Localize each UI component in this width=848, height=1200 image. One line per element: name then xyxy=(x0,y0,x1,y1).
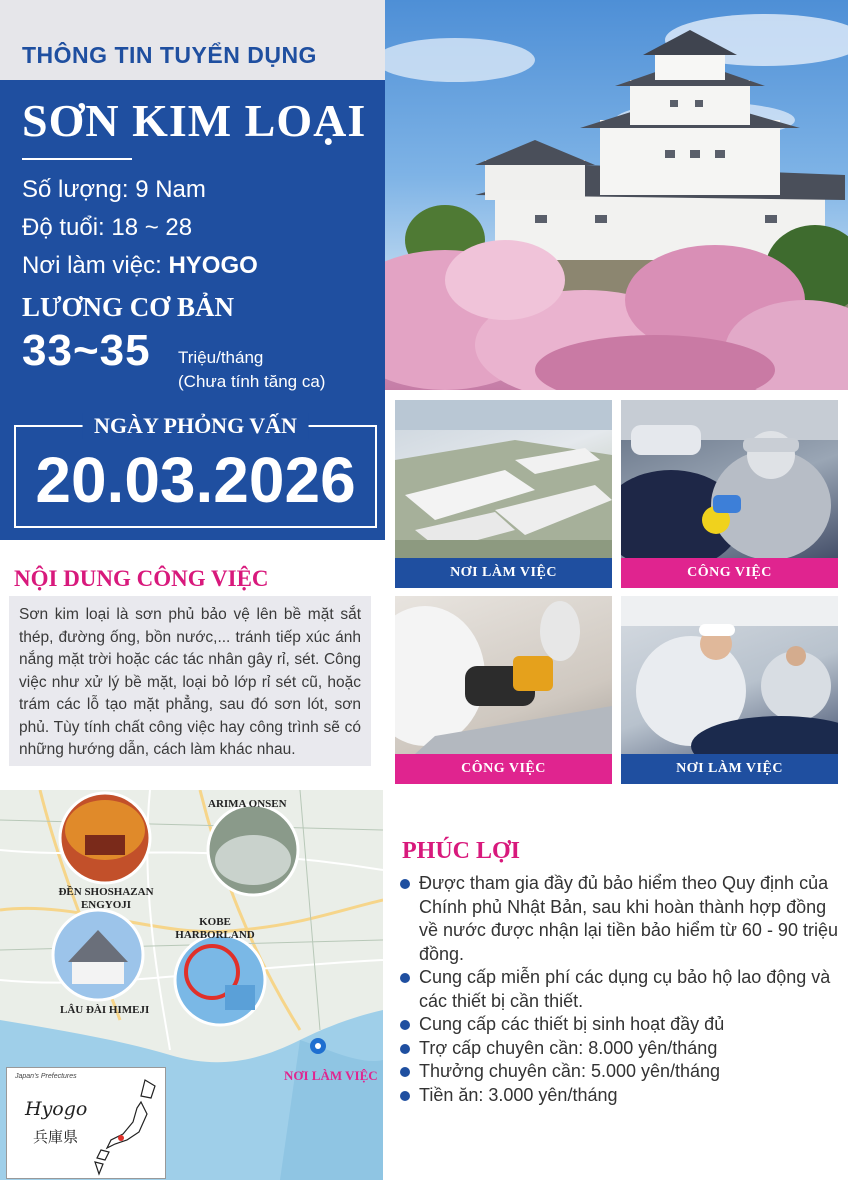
title-divider xyxy=(22,158,132,160)
photo-caption: NƠI LÀM VIỆC xyxy=(621,754,838,784)
benefit-item: Cung cấp miễn phí các dụng cụ bảo hộ lao động và các thiết bị cần thiết. xyxy=(398,966,844,1013)
salary-note: (Chưa tính tăng ca) xyxy=(178,372,326,391)
inset-prefecture-name: Hyogo xyxy=(25,1098,88,1120)
salary-heading: LƯƠNG CƠ BẢN xyxy=(22,292,235,322)
landmark-label-engyoji: ĐỀN SHOSHAZAN ENGYOJI xyxy=(58,886,154,911)
photo-workplace-workers xyxy=(621,596,838,784)
location-info xyxy=(22,252,258,280)
castle-illustration xyxy=(385,0,848,390)
map-workplace-label: NƠI LÀM VIỆC xyxy=(284,1068,378,1083)
benefits-list xyxy=(398,872,844,1107)
interview-label: NGÀY PHỎNG VẤN xyxy=(82,413,309,439)
age-info: Độ tuổi: 18 ~ 28 xyxy=(22,214,193,241)
photo-caption: CÔNG VIỆC xyxy=(621,558,838,588)
landmark-label-himeji: LÂU ĐÀI HIMEJI xyxy=(60,1004,150,1016)
photo-job-polishing xyxy=(621,400,838,588)
salary-value: 33~35 xyxy=(22,326,151,375)
factory-illustration xyxy=(395,400,612,558)
benefit-item: Cung cấp các thiết bị sinh hoạt đầy đủ xyxy=(398,1013,844,1037)
benefit-item: Thưởng chuyên cần: 5.000 yên/tháng xyxy=(398,1060,844,1084)
polishing-illustration xyxy=(621,400,838,558)
photo-caption: NƠI LÀM VIỆC xyxy=(395,558,612,588)
job-title: SƠN KIM LOẠI xyxy=(22,95,367,146)
photo-workplace-factory xyxy=(395,400,612,588)
benefits-heading: PHÚC LỢI xyxy=(402,838,521,864)
location-prefix: Nơi làm việc: xyxy=(22,252,169,279)
benefit-item: Trợ cấp chuyên cần: 8.000 yên/tháng xyxy=(398,1037,844,1061)
landmark-label-arima: ARIMA ONSEN xyxy=(208,798,287,810)
job-description-heading: NỘI DUNG CÔNG VIỆC xyxy=(14,566,269,591)
japan-outline-icon xyxy=(93,1076,163,1176)
workers-illustration xyxy=(621,596,838,754)
japan-inset-map xyxy=(6,1067,166,1179)
interview-date: 20.03.2026 xyxy=(35,444,356,516)
photo-caption: CÔNG VIỆC xyxy=(395,754,612,784)
job-description-text: Sơn kim loại là sơn phủ bảo vệ lên bề mặt sắt thép, đường ống, bồn nước,... tránh tiếp xúc ánh nắng mặt trời hoặc các tác nhân gây rỉ, sét. Công việc như xử lý bề mặt, loại bỏ lớp rỉ sét cũ, hoặc trám các lỗ tạo mặt phẳng, sau đó sơn lót, sơn phủ. Tùy tính chất công việc hay công trình sẽ có những hướng dẫn, cách làm khác nhau. xyxy=(9,596,371,766)
photo-job-spraying xyxy=(395,596,612,784)
landmark-label-kobe: KOBE HARBORLAND xyxy=(175,916,255,941)
benefit-item: Tiền ăn: 3.000 yên/tháng xyxy=(398,1084,844,1108)
spraying-illustration xyxy=(395,596,612,754)
inset-prefecture-kanji: 兵庫県 xyxy=(33,1129,79,1146)
salary-unit: Triệu/tháng xyxy=(178,348,264,367)
interview-box xyxy=(14,413,377,528)
inset-caption: Japan's Prefectures xyxy=(15,1073,77,1080)
recruit-title: THÔNG TIN TUYỂN DỤNG xyxy=(22,42,317,68)
benefit-item: Được tham gia đầy đủ bảo hiểm theo Quy định của Chính phủ Nhật Bản, sau khi hoàn thành hợp đồng về nước được nhận lại tiền bảo hiểm từ 60 - 90 triệu đồng. xyxy=(398,872,844,966)
quantity-info: Số lượng: 9 Nam xyxy=(22,176,206,203)
location-value: HYOGO xyxy=(168,252,258,279)
himeji-castle-photo xyxy=(385,0,848,390)
